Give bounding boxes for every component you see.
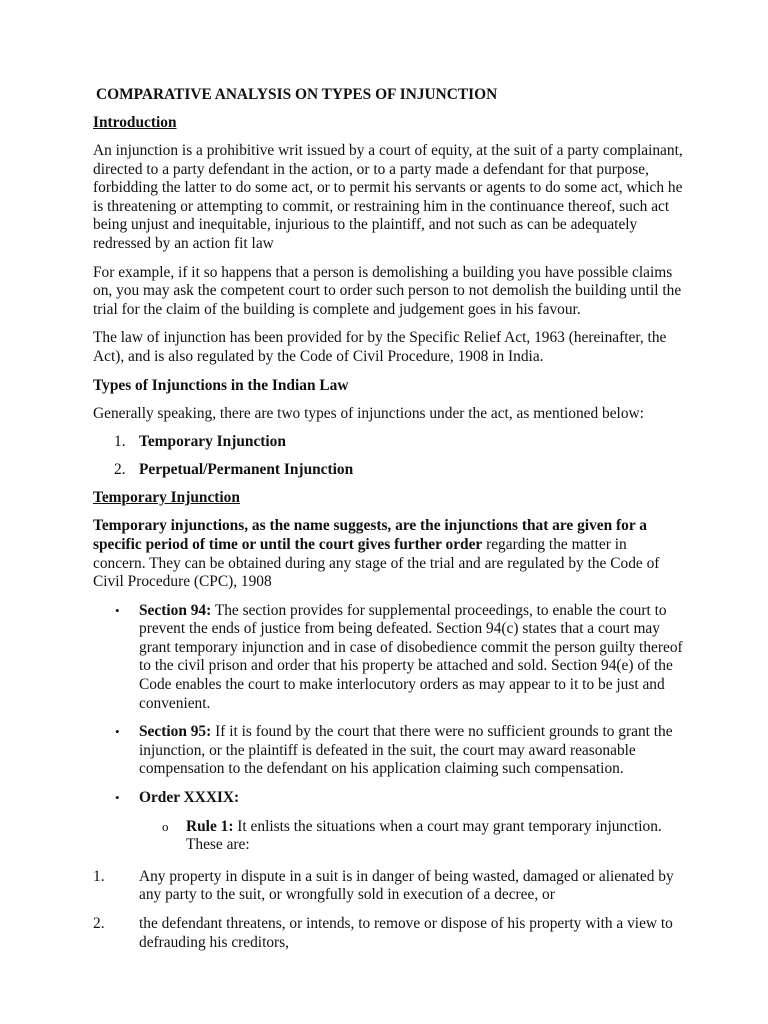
- list-number: 2.: [93, 915, 105, 932]
- document-page: [93, 86, 683, 962]
- bullet-icon: •: [115, 790, 120, 806]
- bullet-text: The section provides for supplemental proceedings, to enable the court to prevent the ends of justice from being defeated. Section 94(c) states that a court may grant temporary injunction and in case of disobedience commit the person guilty thereof to the civil prison and order that his property be attached and sold. Section 94(e) of the Code enables the court to make interlocutory orders as may appear to it to be just and convenient.: [139, 601, 683, 712]
- bullet-item-order-xxxix: [93, 789, 683, 808]
- temporary-injunction-heading: Temporary Injunction: [93, 489, 240, 507]
- types-heading: Types of Injunctions in the Indian Law: [93, 376, 349, 394]
- bullet-icon: •: [115, 724, 120, 740]
- types-intro-paragraph: Generally speaking, there are two types of injunctions under the act, as mentioned below:: [93, 404, 644, 422]
- temporary-injunction-bold-text: Temporary injunctions, as the name suggests, are the injunctions that are given for a specific period of time or until the court gives further order: [93, 517, 647, 553]
- intro-paragraph-1: An injunction is a prohibitive writ issued by a court of equity, at the suit of a party complainant, directed to a party defendant in the action, or to a party made a defendant for that purpose, forbidding the latter to do some act, or to permit his servants or agents to do some act, which he is threatening or attempting to commit, or restraining him in the continuance thereof, such act being unjust and inequitable, injurious to the plaintiff, and not such as can be adequately redressed by an action fit law: [93, 142, 683, 252]
- list-item-text: the defendant threatens, or intends, to remove or dispose of his property with a view to defrauding his creditors,: [139, 915, 673, 951]
- list-item: [93, 461, 683, 480]
- list-item: [93, 868, 683, 905]
- list-number: 1.: [93, 867, 105, 885]
- temporary-injunction-text: regarding the matter in concern. They can be obtained during any stage of the trial and are regulated by the Code of Civil Procedure (CPC), 1908: [93, 535, 660, 591]
- document-title: COMPARATIVE ANALYSIS ON TYPES OF INJUNCTION: [96, 86, 498, 103]
- list-item: [93, 433, 683, 452]
- rule-conditions-list: [93, 868, 683, 952]
- introduction-heading: Introduction: [93, 114, 177, 131]
- intro-paragraph-2: For example, if it so happens that a person is demolishing a building you have possible claims on, you may ask the competent court to order such person to not demolish the building until the trial for the claim of the building is complete and judgement goes in his favour.: [93, 263, 682, 318]
- list-number: 1.: [114, 433, 126, 451]
- bullet-label: Section 95:: [139, 723, 212, 741]
- bullet-item-section-95: [93, 723, 683, 779]
- types-list: [93, 433, 683, 479]
- list-item-text: Temporary Injunction: [139, 433, 286, 451]
- bullet-icon: •: [115, 602, 120, 618]
- bullet-label: Order XXXIX:: [139, 789, 240, 807]
- sections-bullet-list: [93, 602, 683, 808]
- rule-text: It enlists the situations when a court may grant temporary injunction. These are:: [186, 817, 662, 854]
- rule-label: Rule 1:: [186, 817, 234, 835]
- list-item-text: Perpetual/Permanent Injunction: [139, 460, 354, 478]
- bullet-text: If it is found by the court that there were no sufficient grounds to grant the injunction, or the plaintiff is defeated in the suit, the court may award reasonable compensation to the defendant on his application claiming such compensation.: [139, 723, 673, 778]
- list-item-text: Any property in dispute in a suit is in danger of being wasted, damaged or alienated by any party to the suit, or wrongfully sold in execution of a decree, or: [139, 867, 674, 904]
- bullet-label: Section 94:: [139, 601, 212, 619]
- list-number: 2.: [114, 460, 126, 478]
- intro-paragraph-3: The law of injunction has been provided for by the Specific Relief Act, 1963 (hereinafter, the Act), and is also regulated by the Code of Civil Procedure, 1908 in India.: [93, 329, 667, 365]
- sub-bullet-rule-1: [93, 818, 683, 855]
- sub-bullet-icon: o: [162, 818, 169, 834]
- temporary-injunction-paragraph: [93, 517, 683, 591]
- bullet-item-section-94: [93, 602, 683, 714]
- list-item: [93, 915, 683, 952]
